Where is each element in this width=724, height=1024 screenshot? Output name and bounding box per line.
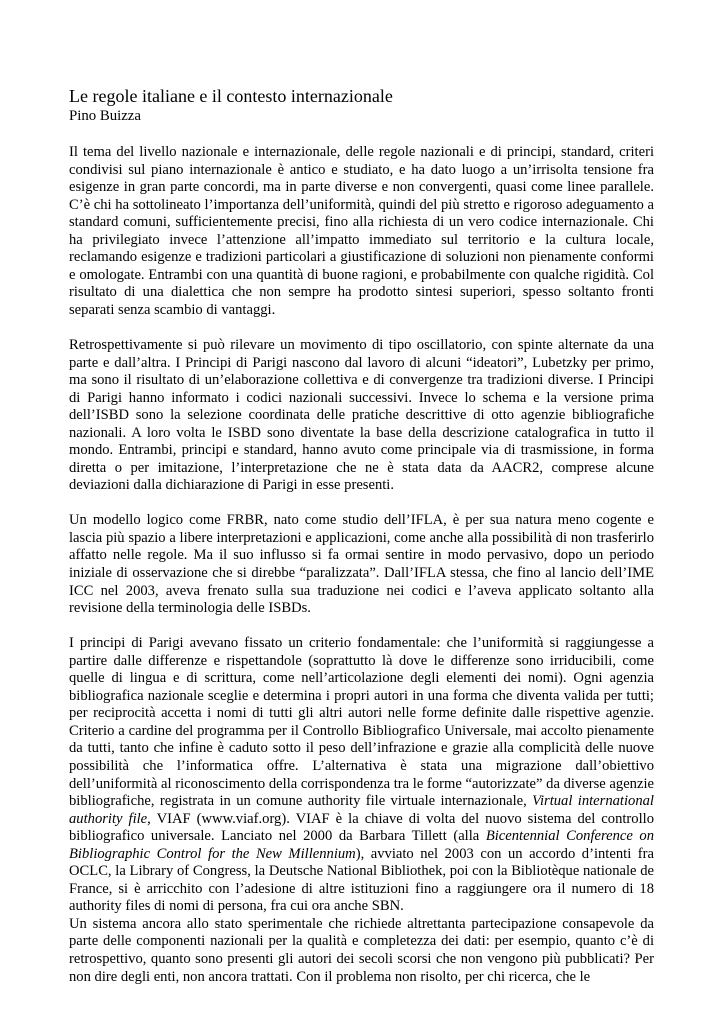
italic-title-viaf: Virtual international authority file (69, 793, 654, 827)
paragraph-1 (69, 144, 654, 319)
paragraph-text: ), avviato nel 2003 con un accordo d’intenti fra OCLC, la Library of Congress, la Deutsche National Bibliothek, poi con la Bibliotèque nationale de France, si è arricchito con l’adesione di altre istituzioni fino a raggiungere ora il numero di 18 authority files di nomi di persona, fra cui ora anche SBN. (69, 845, 654, 915)
document-author: Pino Buizza (69, 108, 141, 124)
document-title: Le regole italiane e il contesto internazionale (69, 86, 393, 106)
paragraph-text: Il tema del livello nazionale e internazionale, delle regole nazionali e di principi, standard, criteri condivisi sul piano internazionale è antico e studiato, e ha dato luogo a un’irrisolta tensione fra esigenze in gran parte concordi, ma in parte diverse e non convergenti, quasi come linee parallele. C’è chi ha sottolineato l’importanza dell’uniformità, quindi del più stretto e rigoroso adeguamento a standard comuni, sufficientemente precisi, fino alla richiesta di un vero codice internazionale. Chi ha privilegiato invece l’attenzione all’impatto immediato sul territorio e la cultura locale, reclamando esigenze e tradizioni particolari a giustificazione di soluzioni non pienamente conformi e omologate. Entrambi con una quantità di buone ragioni, e probabilmente con qualche rigidità. Col risultato di una dialettica che non sempre ha prodotto sintesi superiori, spesso soltanto fronti separati senza scambio di vantaggi. (69, 144, 654, 318)
paragraph-text: , VIAF (www.viaf.org). VIAF è la chiave di volta del nuovo sistema del controllo bibliografico universale. Lanciato nel 2000 da Barbara Tillett (alla (69, 810, 654, 845)
paragraph-4 (69, 635, 654, 916)
paragraph-text: Retrospettivamente si può rilevare un movimento di tipo oscillatorio, con spinte alternate da una parte e dall’altra. I Principi di Parigi nascono dal lavoro di alcuni “ideatori”, Lubetzky per primo, ma sono il risultato di un’elaborazione collettiva e di convergenze tra tradizioni diverse. I Principi di Parigi hanno informato i codici nazionali successivi. Invece lo schema e la versione prima dell’ISBD sono la selezione coordinata delle pratiche descrittive di otto agenzie bibliografiche nazionali. A loro volta le ISBD sono diventate la base della descrizione catalografica in tutto il mondo. Entrambi, principi e standard, hanno avuto come principale via di trasmissione, in forma diretta o per imitazione, l’interpretazione che ne è stata data da AACR2, comprese alcune deviazioni dalla dichiarazione di Parigi in esse presenti. (69, 336, 654, 494)
paragraph-text: I principi di Parigi avevano fissato un criterio fondamentale: che l’uniformità si raggiungesse a partire dalle differenze e rispettandole (soprattutto là dove le differenze sono irriducibili, come quelle di lingua e di scrittura, come nell’articolazione degli elementi dei nomi). Ogni agenzia bibliografica nazionale sceglie e determina i propri autori in una forma che diventa valida per tutti; per reciprocità accetta i nomi di tutti gli altri autori nelle forme definite dalle rispettive agenzie. Criterio a cardine del programma per il Controllo Bibliografico Universale, mai accolto pienamente da tutti, tanto che infine è caduto sotto il peso dell’infrazione e grazie alla complicità delle nuove possibilità che l’informatica offre. L’alternativa è stata una migrazione dall’obiettivo dell’uniformità al riconoscimento della corrispondenza tra le forme “autorizzate” da diverse agenzie bibliografiche, registrata in un comune authority file virtuale internazionale, (69, 635, 654, 810)
paragraph-3 (69, 512, 654, 617)
paragraph-text: Un sistema ancora allo stato sperimentale che richiede altrettanta partecipazione consapevole da parte delle componenti nazionali per la qualità e completezza dei dati: per esempio, quanto c’è di retrospettivo, quanto sono presenti gli autori dei secoli scorsi che non vengono più pubblicati? Per non dire degli enti, non ancora trattati. Con il problema non risolto, per chi ricerca, che le (69, 915, 654, 985)
italic-title-conference: Bicentennial Conference on Bibliographic Control for the New Millennium (69, 828, 654, 862)
document-body (69, 85, 654, 986)
paragraph-text: Un modello logico come FRBR, nato come studio dell’IFLA, è per sua natura meno cogente e lascia più spazio a libere interpretazioni e applicazioni, come anche alla possibilità di non trasferirlo affatto nelle regole. Ma il suo influsso si fa ormai sentire in modo pervasivo, dopo un periodo iniziale di osservazione che si direbbe “paralizzata”. Dall’IFLA stessa, che fino al lancio dell’IME ICC nel 2003, aveva frenato sulla sua traduzione nei codici e l’aveva applicato soltanto alla revisione della terminologia delle ISBDs. (69, 512, 654, 617)
paragraph-2 (69, 337, 654, 495)
paragraph-5 (69, 916, 654, 986)
